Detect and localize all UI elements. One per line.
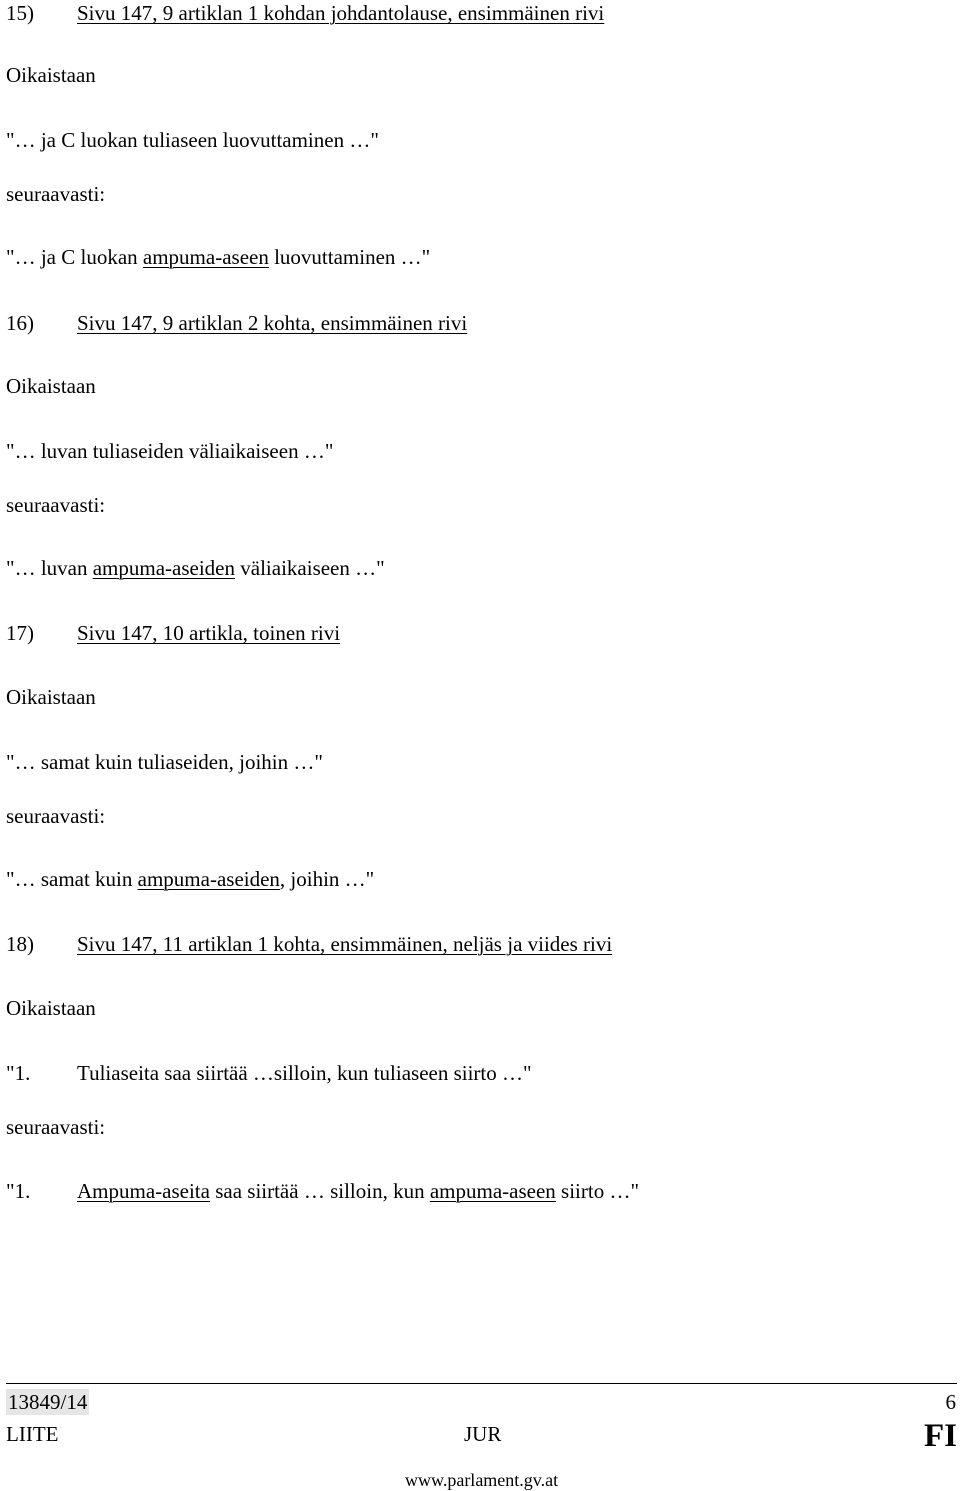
corrected-underlined-term: ampuma-aseen xyxy=(429,1179,556,1203)
item-number: 18) xyxy=(6,932,34,956)
corrected-underlined-term: Ampuma-aseita xyxy=(77,1179,210,1203)
document-number: 13849/14 xyxy=(8,1390,88,1414)
item-heading xyxy=(6,0,604,26)
source-url[interactable]: www.parlament.gv.at xyxy=(405,1470,559,1490)
corrected-part: luovuttaminen …" xyxy=(268,245,431,269)
label-original: Oikaistaan xyxy=(6,996,96,1020)
corrected-text xyxy=(6,1178,639,1204)
corrected-part: "… ja C luokan xyxy=(6,245,143,269)
item-number: 16) xyxy=(6,311,34,335)
paragraph-number: "1. xyxy=(6,1061,31,1085)
corrected-part: saa siirtää … silloin, kun xyxy=(209,1179,430,1203)
item-number: 17) xyxy=(6,621,34,645)
item-title: Sivu 147, 10 artikla, toinen rivi xyxy=(77,621,341,645)
item-title: Sivu 147, 9 artiklan 2 kohta, ensimmäinen rivi xyxy=(77,311,468,335)
corrected-underlined-term: ampuma-aseiden xyxy=(137,867,280,891)
label-original: Oikaistaan xyxy=(6,63,96,87)
original-text: "… samat kuin tuliaseiden, joihin …" xyxy=(6,750,323,774)
label-corrected: seuraavasti: xyxy=(6,493,106,517)
item-heading xyxy=(6,310,467,336)
label-original: Oikaistaan xyxy=(6,685,96,709)
item-heading xyxy=(6,620,340,646)
item-title: Sivu 147, 9 artiklan 1 kohdan johdantolause, ensimmäinen rivi xyxy=(77,1,605,25)
corrected-text xyxy=(6,866,374,892)
item-heading xyxy=(6,931,612,957)
item-title: Sivu 147, 11 artiklan 1 kohta, ensimmäinen, neljäs ja viides rivi xyxy=(77,932,613,956)
corrected-part: "… luvan xyxy=(6,556,93,580)
corrected-underlined-term: ampuma-aseiden xyxy=(92,556,236,580)
original-paragraph-text: Tuliaseita saa siirtää …silloin, kun tuliaseen siirto …" xyxy=(77,1061,532,1085)
language-code: FI xyxy=(924,1418,957,1454)
original-text: "… ja C luokan tuliaseen luovuttaminen …" xyxy=(6,128,379,152)
corrected-part: siirto …" xyxy=(555,1179,640,1203)
label-corrected: seuraavasti: xyxy=(6,182,106,206)
corrected-text xyxy=(6,244,430,270)
item-number: 15) xyxy=(6,1,34,25)
label-original: Oikaistaan xyxy=(6,374,96,398)
corrected-text xyxy=(6,555,385,581)
label-corrected: seuraavasti: xyxy=(6,1115,106,1139)
department-code: JUR xyxy=(464,1422,502,1446)
original-text: "… luvan tuliaseiden väliaikaiseen …" xyxy=(6,439,334,463)
corrected-part: , joihin …" xyxy=(279,867,375,891)
footer-divider xyxy=(6,1383,957,1384)
annex-label: LIITE xyxy=(6,1422,59,1446)
corrected-part: väliaikaiseen …" xyxy=(235,556,385,580)
corrected-underlined-term: ampuma-aseen xyxy=(142,245,269,269)
label-corrected: seuraavasti: xyxy=(6,804,106,828)
page-number: 6 xyxy=(945,1390,956,1414)
original-text xyxy=(6,1060,532,1086)
paragraph-number: "1. xyxy=(6,1179,31,1203)
corrected-part: "… samat kuin xyxy=(6,867,138,891)
